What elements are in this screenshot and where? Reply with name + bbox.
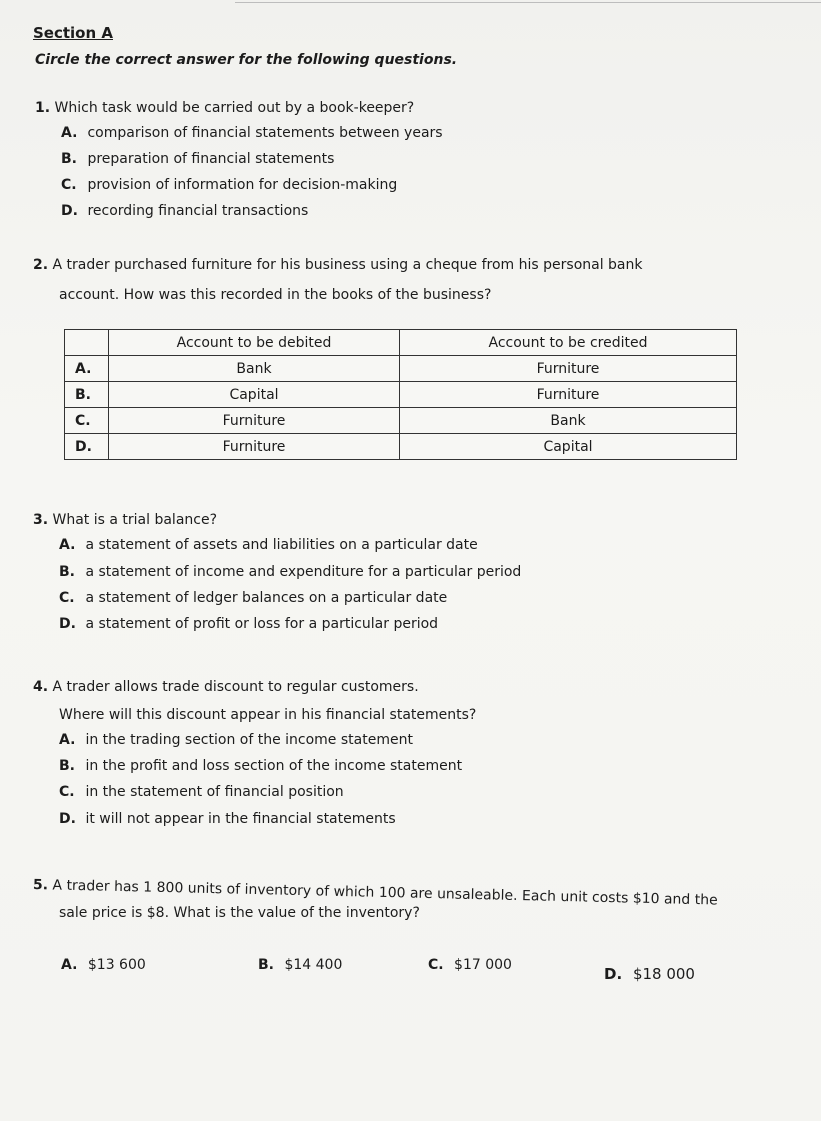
- option-3c[interactable]: [59, 590, 447, 606]
- question-2-line2: account. How was this recorded in the books of the business?: [59, 287, 492, 303]
- credit-cell: Capital: [400, 434, 737, 460]
- option-text: in the trading section of the income statement: [85, 732, 413, 748]
- option-5d[interactable]: [604, 965, 695, 983]
- option-4c[interactable]: [59, 784, 344, 800]
- credit-cell: Furniture: [400, 356, 737, 382]
- option-text: recording financial transactions: [87, 203, 309, 219]
- table-row[interactable]: [65, 356, 737, 382]
- row-letter: A.: [65, 356, 109, 382]
- table-row[interactable]: [65, 408, 737, 434]
- option-text: a statement of assets and liabilities on a particular date: [85, 537, 478, 553]
- row-letter: D.: [65, 434, 109, 460]
- option-letter: C.: [61, 177, 77, 193]
- option-3a[interactable]: [59, 537, 478, 553]
- credit-cell: Bank: [400, 408, 737, 434]
- section-title: Section A: [33, 24, 113, 42]
- option-letter: A.: [61, 957, 78, 973]
- option-text: $13 600: [87, 957, 146, 973]
- option-letter: A.: [59, 732, 76, 748]
- question-number: 5.: [32, 877, 49, 894]
- table-row[interactable]: [65, 382, 737, 408]
- question-number: 4.: [33, 679, 49, 695]
- option-4b[interactable]: [59, 758, 462, 774]
- table-header-row: [65, 330, 737, 356]
- option-4a[interactable]: [59, 732, 413, 748]
- debit-cell: Furniture: [109, 434, 400, 460]
- option-5a[interactable]: [61, 957, 146, 973]
- row-letter: C.: [65, 408, 109, 434]
- option-1c[interactable]: [61, 177, 397, 193]
- option-text: comparison of financial statements between years: [87, 125, 443, 141]
- option-3d[interactable]: [59, 616, 438, 632]
- option-letter: D.: [59, 616, 76, 632]
- question-text-line1: A trader has 1 800 units of inventory of which 100 are unsaleable. Each unit costs $10 and the: [52, 877, 718, 909]
- debit-cell: Bank: [109, 356, 400, 382]
- option-letter: D.: [604, 965, 623, 983]
- table-header-credit: Account to be credited: [400, 330, 737, 356]
- option-letter: B.: [258, 957, 274, 973]
- question-1: [35, 98, 414, 118]
- option-letter: B.: [59, 564, 75, 580]
- question-text-line1: A trader allows trade discount to regular customers.: [52, 679, 419, 695]
- option-5c[interactable]: [428, 957, 512, 973]
- option-letter: A.: [61, 125, 78, 141]
- option-text: it will not appear in the financial statements: [85, 811, 396, 827]
- option-letter: D.: [61, 203, 78, 219]
- question-2: [33, 255, 643, 275]
- option-letter: A.: [59, 537, 76, 553]
- option-5b[interactable]: [258, 957, 342, 973]
- option-text: $18 000: [632, 965, 695, 983]
- question-number: 2.: [33, 257, 49, 273]
- question-3: [33, 510, 217, 530]
- option-letter: D.: [59, 811, 76, 827]
- option-1b[interactable]: [61, 151, 334, 167]
- option-1a[interactable]: [61, 125, 443, 141]
- option-3b[interactable]: [59, 564, 521, 580]
- row-letter: B.: [65, 382, 109, 408]
- debit-cell: Furniture: [109, 408, 400, 434]
- question-2-table: [64, 329, 737, 460]
- option-letter: C.: [59, 590, 75, 606]
- option-letter: B.: [61, 151, 77, 167]
- question-text-line1: A trader purchased furniture for his business using a cheque from his personal bank: [52, 257, 643, 273]
- option-4d[interactable]: [59, 811, 396, 827]
- option-1d[interactable]: [61, 203, 308, 219]
- debit-cell: Capital: [109, 382, 400, 408]
- option-text: $14 400: [284, 957, 343, 973]
- option-text: preparation of financial statements: [87, 151, 335, 167]
- option-text: in the profit and loss section of the income statement: [85, 758, 463, 774]
- option-text: a statement of profit or loss for a particular period: [85, 616, 439, 632]
- table-header-debit: Account to be debited: [109, 330, 400, 356]
- option-text: a statement of ledger balances on a particular date: [85, 590, 448, 606]
- table-header-blank: [65, 330, 109, 356]
- option-text: provision of information for decision-making: [87, 177, 398, 193]
- top-divider: [235, 2, 821, 3]
- table-row[interactable]: [65, 434, 737, 460]
- question-number: 1.: [35, 100, 51, 116]
- credit-cell: Furniture: [400, 382, 737, 408]
- question-text: Which task would be carried out by a book-keeper?: [54, 100, 415, 116]
- question-5-line2: sale price is $8. What is the value of the inventory?: [59, 905, 420, 921]
- option-letter: C.: [59, 784, 75, 800]
- question-4-line2: Where will this discount appear in his financial statements?: [59, 707, 477, 723]
- instruction-text: Circle the correct answer for the following questions.: [35, 52, 458, 68]
- option-text: a statement of income and expenditure for a particular period: [85, 564, 522, 580]
- question-4: [33, 677, 419, 697]
- question-text: What is a trial balance?: [52, 512, 218, 528]
- option-text: $17 000: [454, 957, 512, 973]
- option-letter: C.: [428, 957, 444, 973]
- option-letter: B.: [59, 758, 75, 774]
- option-text: in the statement of financial position: [85, 784, 344, 800]
- question-number: 3.: [33, 512, 49, 528]
